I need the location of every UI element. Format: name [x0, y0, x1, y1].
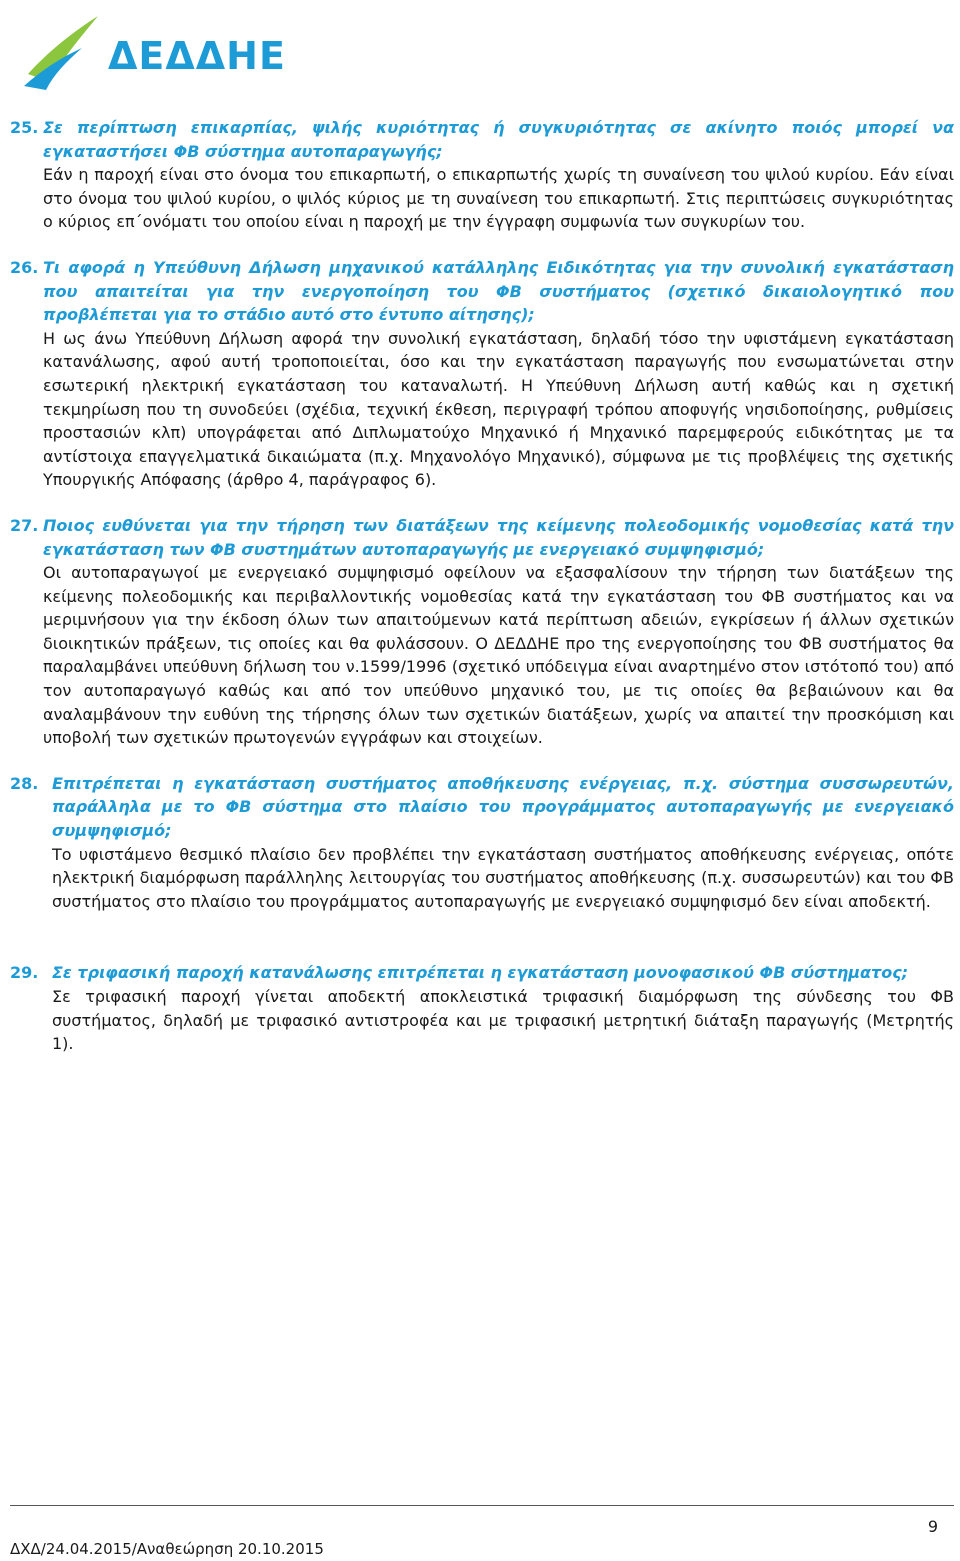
answer-text: Η ως άνω Υπεύθυνη Δήλωση αφορά την συνολική εγκατάσταση, δηλαδή τόσο την υφιστάμενη εγκατάσταση κατανάλωσης, αφού αυτή τροποποιείται, όσο και την εγκατάσταση παραγωγής που ενσωματώνεται στην εσωτερική ηλεκτρική εγκατάσταση του καταναλωτή. Η Υπεύθυνη Δήλωση αυτή καθώς και η σχετική τεκμηρίωση που τη συνοδεύει (σχέδια, τεχνική έκθεση, περιγραφή τρόπου αποφυγής νησιδοποίησης, ρυθμίσεις προστασιών κλπ) υπογράφεται από Διπλωματούχο Μηχανικό ή Μηχανικό παρεμφερούς ειδικότητας με τα αντίστοιχα επαγγελματικά δικαιώματα (π.χ. Μηχανολόγο Μηχανικό), σύμφωνα με τις προβλέψεις της σχετικής Υπουργικής Απόφασης (άρθρο 4, παράγραφος 6). [43, 328, 954, 490]
item-number: 25. [10, 118, 39, 137]
company-logo [20, 12, 286, 92]
footer-divider [10, 1505, 954, 1506]
question-text: Ποιος ευθύνεται για την τήρηση των διατάξεων της κείμενης πολεοδομικής νομοθεσίας κατά την εγκατάσταση των ΦΒ συστημάτων αυτοπαραγωγής με ενεργειακό συμψηφισμό; [43, 515, 954, 559]
document-revision: ΔΧΔ/24.04.2015/Αναθεώρηση 20.10.2015 [10, 1540, 324, 1558]
question-text: Σε περίπτωση επικαρπίας, ψιλής κυριότητας ή συγκυριότητας σε ακίνητο ποιός μπορεί να εγκαταστήσει ΦΒ σύστημα αυτοπαραγωγής; [43, 118, 954, 161]
question-text: Επιτρέπεται η εγκατάσταση συστήματος αποθήκευσης ενέργειας, π.χ. σύστημα συσσωρευτών, παράλληλα με το ΦΒ σύστημα στο πλαίσιο του προγράμματος αυτοπαραγωγής με ενεργειακό συμψηφισμό; [52, 773, 954, 841]
answer-text: Οι αυτοπαραγωγοί με ενεργειακό συμψηφισμό οφείλουν να εξασφαλίσουν την τήρηση των διατάξεων της κείμενης πολεοδομικής και περιβαλλοντικής νομοθεσίας κατά την εγκατάσταση του ΦΒ συστήματος και να μεριμνήσουν για την έκδοση όλων των απαιτούμενων κατά περίπτωση αδειών, εγκρίσεων ή άλλων σχετικών διοικητικών πράξεων, τις οποίες και θα φυλάσσουν. Ο ΔΕΔΔΗΕ προ της ενεργοποίησης του ΦΒ συστήματος θα παραλαμβάνει υπεύθυνη δήλωση του ν.1599/1996 (σχετικό υπόδειγμα είναι αναρτημένο στον ιστότοπό του) από τον αυτοπαραγωγό καθώς και από τον υπεύθυνο μηχανικό του, με τις οποίες θα βεβαιώνουν και θα αναλαμβάνουν την ευθύνη της τήρησης όλων των σχετικών διατάξεων, χωρίς να απαιτεί την προσκόμιση και υποβολή των σχετικών πρωτογενών εγγράφων και στοιχείων. [43, 563, 954, 748]
logo-wordmark: ΔΕΔΔΗΕ [108, 34, 286, 78]
question-text: Σε τριφασική παροχή κατανάλωσης επιτρέπεται η εγκατάσταση μονοφασικού ΦΒ σύστηματος; [52, 963, 909, 983]
faq-item-29 [10, 961, 954, 1055]
answer-text: Σε τριφασική παροχή γίνεται αποδεκτή αποκλειστικά τριφασική διαμόρφωση της σύνδεσης του ΦΒ συστήματος, δηλαδή με τριφασικό αντιστροφέα και με τριφασική μετρητική διάταξη παραγωγής (Μετρητής 1). [52, 987, 954, 1054]
item-number: 29. [10, 963, 39, 983]
item-number: 28. [10, 773, 39, 793]
faq-content [10, 116, 954, 1078]
answer-text: Εάν η παροχή είναι στο όνομα του επικαρπωτή, ο επικαρπωτής χωρίς τη συναίνεση του ψιλού κυρίου. Εάν είναι στο όνομα του ψιλού κυρίου, ο ψιλός κύριος με τη συναίνεση του επικαρπωτή. Στις περιπτώσεις συγκυριότητας ο κύριος επ΄ονόματι του οποίου είναι η παροχή με την έγγραφη συμφωνία των συγκυρίων του. [43, 165, 954, 232]
logo-swoosh-icon [20, 12, 100, 92]
faq-item-27 [10, 514, 954, 750]
page-number: 9 [927, 1517, 938, 1536]
faq-item-28 [10, 772, 954, 914]
item-number: 27. [10, 515, 39, 535]
question-text: Τι αφορά η Υπεύθυνη Δήλωση μηχανικού κατάλληλης Ειδικότητας για την συνολική εγκατάσταση που απαιτείται για την ενεργοποίηση του ΦΒ συστήματος (σχετικό δικαιολογητικό που προβλέπεται για το στάδιο αυτό στο έντυπο αίτησης); [43, 257, 954, 325]
answer-text: Το υφιστάμενο θεσμικό πλαίσιο δεν προβλέπει την εγκατάσταση συστήματος αποθήκευσης ενέργειας, οπότε ηλεκτρική διαμόρφωση παράλληλης λειτουργίας του συστήματος αποθήκευσης (π.χ. συσσωρευτών) και του ΦΒ συστήματος στο πλαίσιο του προγράμματος αυτοπαραγωγής με ενεργειακό συμψηφισμό δεν είναι αποδεκτή. [52, 844, 954, 911]
item-number: 26. [10, 257, 39, 277]
faq-item-26 [10, 256, 954, 492]
faq-item-25 [10, 116, 954, 234]
